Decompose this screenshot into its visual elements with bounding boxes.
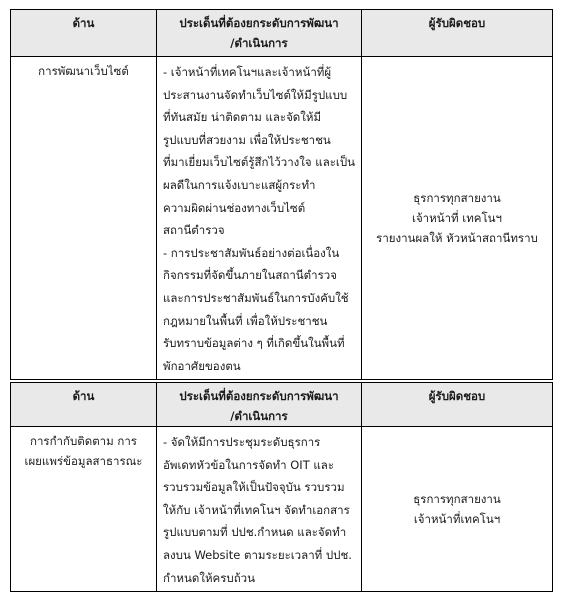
header-owner [362,10,553,57]
header-issue-line2: /ดำเนินการ [230,36,288,50]
issue-list [157,427,361,591]
header-owner [362,383,553,427]
issue-line: พักอาศัยของตน [163,358,241,373]
owner-line: ธุรการทุกสายงาน [413,492,501,507]
owner-cell [362,57,553,380]
aspect-text: การพัฒนาเว็บไซต์ [38,64,129,78]
issue-line: ความผิดผ่านช่องทางเว็บไซต์ [163,200,306,215]
issue-line: ที่มาเยี่ยมเว็บไซต์รู้สึกไว้วางใจ และเป็น [163,155,355,170]
issue-line: กิจกรรมที่จัดขึ้นภายในสถานีตำรวจ [163,268,337,283]
header-issue-line1: ประเด็นที่ต้องยกระดับการพัฒนา [179,16,339,30]
issue-line: - เจ้าหน้าที่เทคโนฯและเจ้าหน้าที่ผู้ [163,65,332,79]
header-issue-line2: /ดำเนินการ [230,409,288,423]
table-row [11,57,553,380]
issue-line: ที่ทันสมัย น่าติดตาม และจัดให้มี [163,110,322,125]
header-issue-line1: ประเด็นที่ต้องยกระดับการพัฒนา [179,389,339,403]
header-aspect [11,10,157,57]
plan-table-public-info [10,382,553,592]
issue-cell [157,427,362,592]
owner-line: เจ้าหน้าที่ เทคโนฯ [412,211,502,226]
issue-line: อัพเดทหัวข้อในการจัดทำ OIT และ [163,457,335,472]
header-owner-label: ผู้รับผิดชอบ [428,389,486,403]
issue-line: กฎหมายในพื้นที่ เพื่อให้ประชาชน [163,313,328,328]
issue-line: - การประชาสัมพันธ์อย่างต่อเนื่องใน [163,245,340,260]
issue-line: ให้กับ เจ้าหน้าที่เทคโนฯ จัดทำเอกสาร [163,502,350,517]
issue-line: กำหนดให้ครบถ้วน [163,570,255,585]
issue-line: สถานีตำรวจ [163,223,225,238]
header-aspect-label: ด้าน [72,16,95,30]
aspect-cell [11,427,157,592]
plan-table-website [10,9,553,380]
owner-line: ธุรการทุกสายงาน [413,191,501,206]
header-aspect-label: ด้าน [72,389,95,403]
issue-line: รูปแบบที่สวยงาม เพื่อให้ประชาชน [163,132,331,147]
issue-line: ผลดีในการแจ้งเบาะแสผู้กระทำ [163,177,316,192]
header-owner-label: ผู้รับผิดชอบ [428,16,486,30]
issue-line: ลงบน Website ตามระยะเวลาที่ ปปช. [163,547,352,562]
owner-cell [362,427,553,592]
issue-line: รูปแบบตามที่ ปปช.กำหนด และจัดทำ [163,525,347,540]
issue-line: รับทราบข้อมูลต่าง ๆ ที่เกิดขึ้นในพื้นที่ [163,336,345,351]
header-issue [157,10,362,57]
owner-line: เจ้าหน้าที่เทคโนฯ [413,512,501,527]
issue-list [157,57,361,379]
header-issue [157,383,362,427]
header-aspect [11,383,157,427]
issue-line: รวบรวมข้อมูลให้เป็นปัจจุบัน รวบรวม [163,480,345,495]
issue-line: และการประชาสัมพันธ์ในการบังคับใช้ [163,290,349,305]
table-row [11,427,553,592]
aspect-text: การกำกับติดตาม การ [30,434,137,448]
issue-cell [157,57,362,380]
issue-line: - จัดให้มีการประชุมระดับธุรการ [163,435,321,449]
aspect-text: เผยแพร่ข้อมูลสาธารณะ [24,454,143,468]
owner-line: รายงานผลให้ หัวหน้าสถานีทราบ [376,231,538,246]
issue-line: ประสานงานจัดทำเว็บไซต์ให้มีรูปแบบ [163,87,348,102]
aspect-cell [11,57,157,380]
